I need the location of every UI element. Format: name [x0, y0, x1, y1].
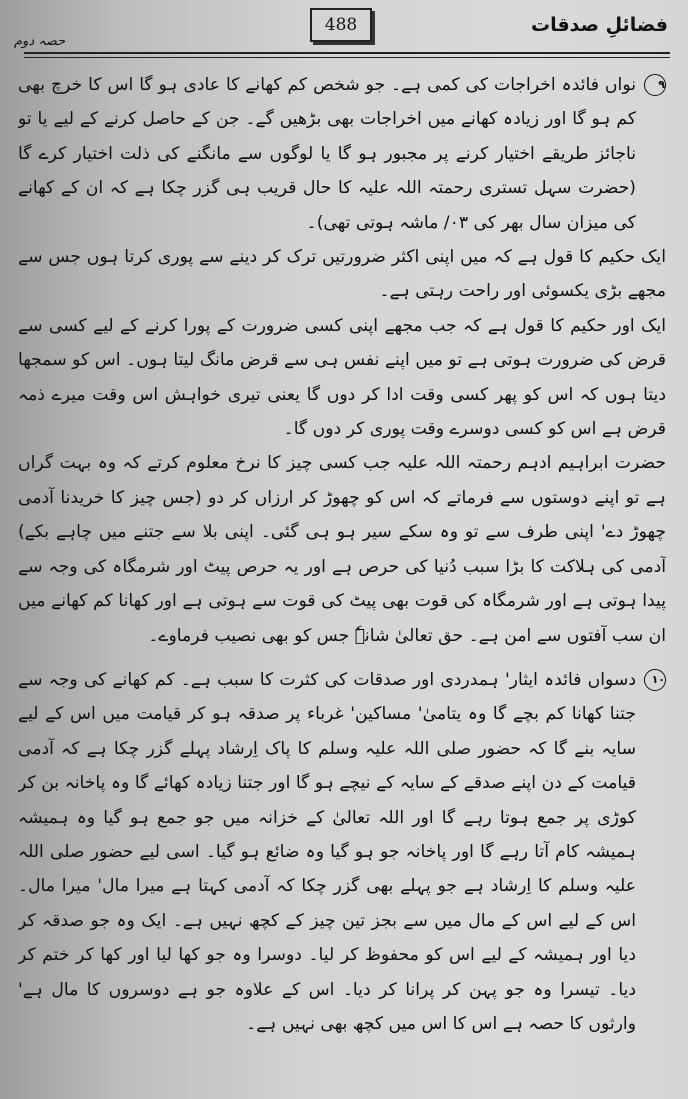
paragraph-hakeem-2 [18, 309, 666, 447]
paragraph-number-badge: ۱۰ [644, 669, 666, 691]
paragraph-text: دسواں فائدہ ایثار' ہمدردی اور صدقات کی کثرت کا سبب ہے۔ کم کھانے کی وجہ سے جتنا کھانا کم بچے گا وہ یتامیٰ' مساکین' غرباء پر صدقہ ہو کر قیامت میں اس کے لیے سایہ بنے گا کہ حضور صلی اللہ علیہ وسلم کا پاک اِرشاد پہلے گزر چکا ہے کہ آدمی قیامت کے دن اپنے صدقے کے سایہ کے نیچے ہو گا اور جتنا زیادہ کھائے گا وہ پاخانہ بن کر کوڑی پر جمع ہوتا رہے گا اور اللہ تعالیٰ کے خزانہ میں جو جمع ہو گیا وہ ہمیشہ ہمیشہ کام آتا رہے گا اور پاخانہ جو ہو گیا وہ ضائع ہو گیا۔ اسی لیے حضور صلی اللہ علیہ وسلم کا اِرشاد ہے جو پہلے بھی گزر چکا کہ آدمی کہتا ہے میرا مال' میرا مال۔ اس کے لیے اس کے مال میں سے بجز تین چیز کے کچھ نہیں ہے۔ ایک وہ جو صدقہ کر دیا اور ہمیشہ کے لیے اس کو محفوظ کر لیا۔ دوسرا وہ جو کھا لیا اور کھا کر ختم کر دیا۔ تیسرا وہ جو پہن کر پرانا کر دیا۔ اس کے علاوہ جو ہے دوسروں کا مال ہے' وارثوں کا حصہ ہے اس کا اس میں کچھ بھی نہیں ہے۔ [18, 669, 636, 1034]
paragraph-ibrahim-adham [18, 446, 666, 652]
book-title: فضائلِ صدقات [530, 14, 668, 36]
page-header [0, 0, 688, 50]
paragraph-number-badge: ۹ [644, 74, 666, 96]
page-number: 488 [310, 8, 372, 42]
paragraph-text: نواں فائدہ اخراجات کی کمی ہے۔ جو شخص کم کھانے کا عادی ہو گا اس کا خرچ بھی کم ہو گا اور زیادہ کھانے میں اخراجات بھی بڑھیں گے۔ جن کے حاصل کرنے کے لیے یا تو ناجائز طریقے اختیار کرنے پر مجبور ہو گا یا لوگوں سے مانگنے کی ذلت اختیار کرے گا (حضرت سہل تستری رحمتہ اللہ علیہ کا حال قریب ہی گزر چکا ہے کہ ان کے کھانے کی میزان سال بھر کی ۰۳/ ماشہ ہوتی تھی)۔ [18, 75, 636, 233]
header-rule [24, 52, 670, 54]
paragraph-10 [18, 663, 666, 1041]
header-rule-thin [24, 57, 670, 58]
paragraph-text: ایک اور حکیم کا قول ہے کہ جب مجھے اپنی کسی ضرورت کے پورا کرنے کے لیے کسی سے قرض کی ضرورت ہوتی ہے تو میں اپنے نفس ہی سے قرض مانگ لیتا ہوں۔ اس کو سمجھا دیتا ہوں کہ اس کو پھر کسی وقت ادا کر دوں گا یعنی تیری خواہش اس وقت میرے ذمہ قرض ہے اس کو کسی دوسرے وقت پوری کر دوں گا۔ [18, 315, 666, 440]
paragraph-text: ایک حکیم کا قول ہے کہ میں اپنی اکثر ضرورتیں ترک کر دینے سے پوری کرتا ہوں جس سے مجھے بڑی یکسوئی اور راحت رہتی ہے۔ [18, 247, 666, 302]
paragraph-9 [18, 68, 666, 240]
paragraph-gap [18, 653, 666, 663]
page-body [18, 68, 666, 1095]
paragraph-hakeem-1 [18, 240, 666, 309]
volume-label: حصہ دوم [14, 34, 66, 49]
paragraph-text: حضرت ابراہیم ادہم رحمتہ اللہ علیہ جب کسی چیز کا نرخ معلوم کرتے کہ وہ بہت گراں ہے تو اپنے دوستوں سے فرماتے کہ اس کو چھوڑ کر ارزاں کر دو (جس چیز کا خریدنا آدمی چھوڑ دے' اپنی طرف سے تو وہ سکے سیر ہو ہی گئی۔ اپنی بلا سے جتنے میں چاہے بکے) آدمی کی ہلاکت کا بڑا سبب دُنیا کی حرص ہے اور یہ حرص پیٹ اور شرمگاہ کی وجہ سے پیدا ہوتی ہے اور شرمگاہ کی قوت بھی پیٹ کی قوت سے ہوتی ہے اور کھانا کم کھانے میں ان سب آفتوں سے امن ہے۔ حق تعالیٰ شانہٗ جس کو بھی نصیب فرماوے۔ [18, 453, 666, 646]
